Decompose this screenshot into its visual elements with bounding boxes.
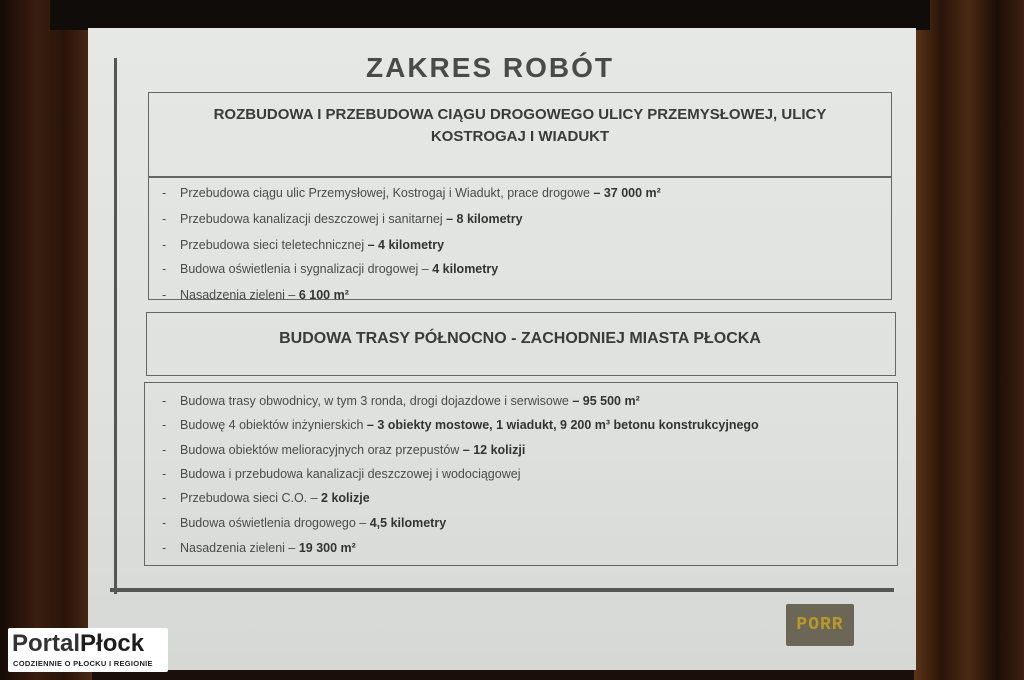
slide-frame-bottom [110,588,894,592]
section2-item: - Budowa obiektów melioracyjnych oraz przepustów – 12 kolizji [162,443,526,457]
top-bar [50,0,930,30]
watermark-tagline: CODZIENNIE O PŁOCKU I REGIONIE [13,659,153,668]
porr-logo-text: PORR [796,615,844,635]
curtain-left [0,0,92,680]
slide-title: ZAKRES ROBÓT [366,52,614,83]
section2-item: - Budowa i przebudowa kanalizacji deszczowej i wodociągowej [162,467,521,481]
section2-item: - Przebudowa sieci C.O. – 2 kolizje [162,491,370,505]
section2-item: - Budowa trasy obwodnicy, w tym 3 ronda, drogi dojazdowe i serwisowe – 95 500 m² [162,394,640,408]
curtain-right [914,0,1024,680]
porr-logo [786,604,854,646]
section1-item: - Przebudowa sieci teletechnicznej – 4 kilometry [162,238,445,252]
portalplock-watermark [8,628,168,672]
section1-heading [170,104,870,148]
watermark-brand: PortalPłock [12,630,145,657]
section1-heading-line2: KOSTROGAJ I WIADUKT [430,128,610,145]
section1-item: - Przebudowa ciągu ulic Przemysłowej, Kostrogaj i Wiadukt, prace drogowe – 37 000 m² [162,186,661,200]
section1-item: - Przebudowa kanalizacji deszczowej i sanitarnej – 8 kilometry [162,212,523,226]
section2-item: - Budowa oświetlenia drogowego – 4,5 kilometry [162,516,447,530]
section1-item: - Budowa oświetlenia i sygnalizacji drogowej – 4 kilometry [162,262,499,276]
section1-item: - Nasadzenia zieleni – 6 100 m² [162,288,349,302]
section1-heading-line1: ROZBUDOWA I PRZEBUDOWA CIĄGU DROGOWEGO ULICY PRZEMYSŁOWEJ, ULICY [213,106,827,123]
section2-item: - Budowę 4 obiektów inżynierskich – 3 obiekty mostowe, 1 wiadukt, 9 200 m³ betonu konstrukcyjnego [162,418,759,432]
section2-item: - Nasadzenia zieleni – 19 300 m² [162,541,356,555]
slide-frame-left [114,58,117,594]
section2-heading: BUDOWA TRASY PÓŁNOCNO - ZACHODNIEJ MIASTA PŁOCKA [279,330,761,347]
